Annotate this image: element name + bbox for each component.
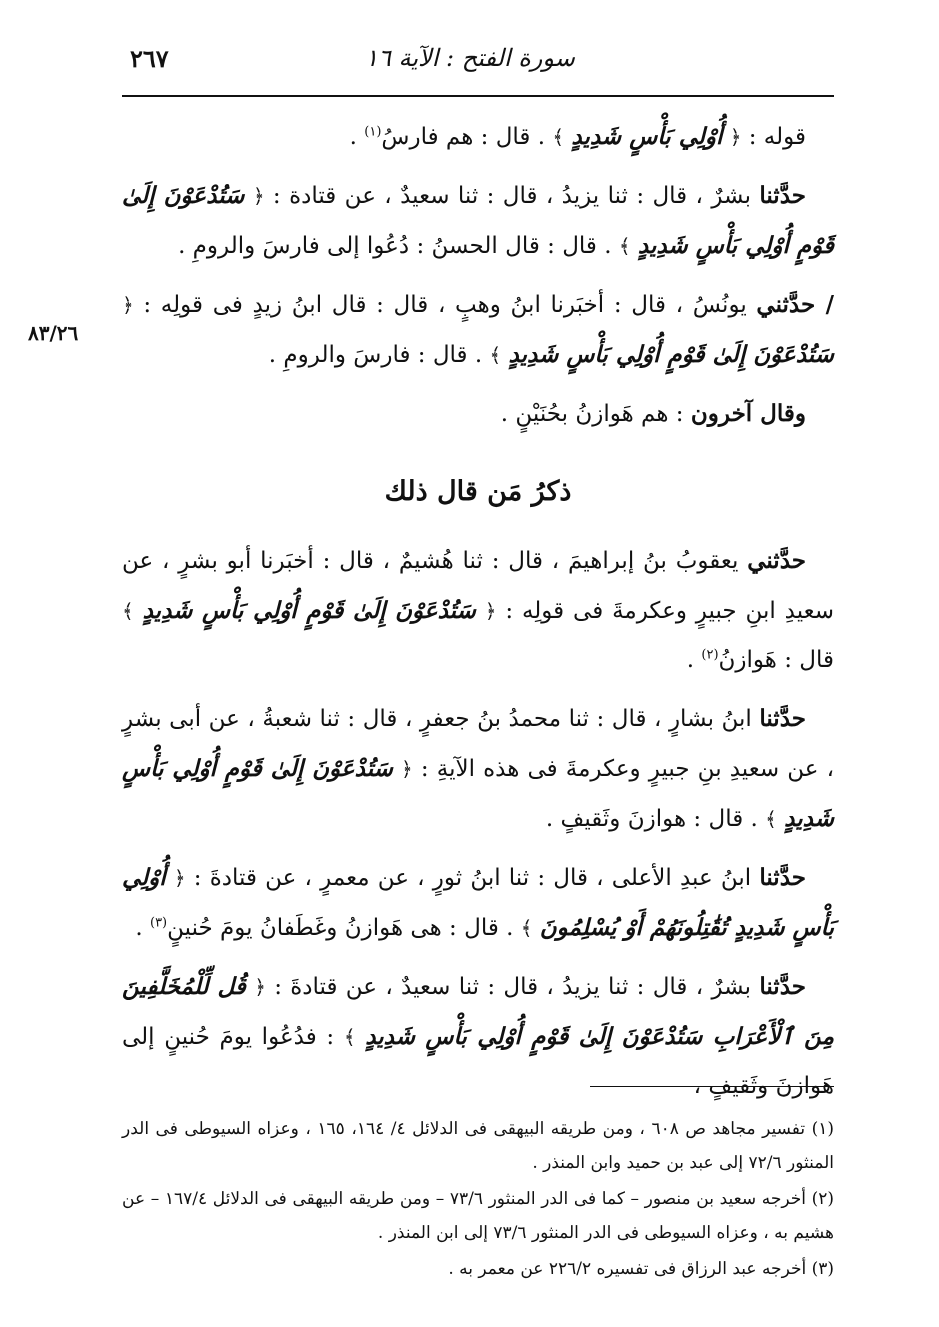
quran-open-ornament: ﴿ (122, 293, 134, 317)
quran-close-ornament: ﴾ (618, 234, 631, 258)
text-run: يونُسُ ، قال : أخبَرنا ابنُ وهبٍ ، قال : قال ابنُ زيدٍ فى قولِه : (133, 292, 757, 318)
footnote-1: (١) تفسير مجاهد ص ٦٠٨ ، ومن طريقه البيهقى فى الدلائل ٤/ ١٦٤، ١٦٥ ، وعزاه السيوطى فى الدر المنثور ٧٢/٦ إلى عبد بن حميد وابن المنذر . (122, 1119, 834, 1173)
text-run: قوله : (741, 124, 806, 150)
paragraph-7 (122, 853, 834, 953)
footnote-2: (٢) أخرجه سعيد بن منصور – كما فى الدر المنثور ٧٣/٦ – ومن طريقه البيهقى فى الدلائل ١٦٧/٤ – عن هشيم به ، وعزاه السيوطى فى الدر المنثور ٧٣/٦ إلى ابن المنذر . (122, 1189, 834, 1243)
text-run: ابنُ عبدِ الأعلى ، قال : ثنا ابنُ ثورٍ ، عن معمرٍ ، عن قتادةَ : (185, 865, 760, 891)
text-run: : هم هَوازنُ بحُنَيْنٍ . (500, 401, 691, 427)
quran-close-ornament: ﴾ (122, 599, 134, 623)
page-number: ٢٦٧ (130, 44, 169, 73)
quran-quote: سَتُدْعَوْنَ إِلَىٰ قَوْمٍ أُوْلِي بَأْسٍ شَدِيدٍ (508, 341, 834, 368)
text-run: قال : هَوازنُ (718, 647, 834, 673)
quran-open-ornament: ﴿ (173, 866, 186, 890)
isnad-lead: حدَّثنا (759, 705, 806, 732)
footnotes (122, 1112, 834, 1288)
text-run: بشرٌ ، قال : ثنا يزيدُ ، قال : ثنا سعيدٌ ، عن قتادة : (264, 183, 760, 209)
footnote-marker: (١) (364, 124, 382, 140)
text-run: : فدُعُوا يومَ حُنينٍ إلى هَوازنَ وثَقيفٍ ، (122, 1024, 834, 1099)
running-title: سورة الفتح : الآية ١٦ (365, 44, 575, 72)
text-run: . (135, 915, 150, 941)
text-run: . (686, 647, 702, 673)
quran-close-ornament: ﴾ (520, 916, 533, 940)
paragraph-4 (122, 389, 834, 439)
paragraph-5 (122, 536, 834, 685)
quran-quote: قُل لِّلْمُخَلَّفِينَ مِنَ ٱلْأَعْرَابِ سَتُدْعَوْنَ إِلَىٰ قَوْمٍ أُوْلِي بَأْسٍ شَدِيدٍ (122, 973, 835, 1050)
margin-reference: ٨٣/٢٦ (28, 321, 79, 345)
quran-open-ornament: ﴿ (252, 184, 265, 208)
quran-open-ornament: ﴿ (401, 757, 413, 781)
text-run: . (349, 124, 365, 150)
footnote-marker: (٢) (701, 647, 719, 663)
quran-close-ornament: ﴾ (343, 1025, 356, 1049)
text-run: . قال : هى هَوازنُ وغَطَفانُ يومَ حُنينٍ (167, 915, 521, 941)
footnote-marker: (٣) (149, 915, 168, 931)
text-run: . قال : فارسَ والرومِ . (268, 342, 490, 368)
isnad-lead: حدَّثنا (759, 973, 806, 1000)
footnote-rule (590, 1086, 834, 1087)
main-text (122, 112, 834, 1120)
footnote-3: (٣) أخرجه عبد الرزاق فى تفسيره ٢٢٦/٢ عن معمر به . (448, 1259, 834, 1279)
text-run: . قال : هوازنَ وثَقيفٍ . (545, 806, 766, 832)
text-run: يعقوبُ بنُ إبراهيمَ ، قال : ثنا هُشيمٌ ، قال : أخبَرنا أبو بشرٍ ، عن سعيدِ ابنِ جبيرٍ وعكرمةَ فى قولِه : (122, 548, 835, 624)
quran-close-ornament: ﴾ (489, 343, 502, 367)
paragraph-1 (122, 112, 834, 162)
quran-quote: سَتُدْعَوْنَ إِلَىٰ قَوْمٍ أُوْلِي بَأْسٍ شَدِيدٍ (122, 182, 834, 259)
quran-open-ornament: ﴿ (484, 599, 497, 623)
quran-open-ornament: ﴿ (729, 125, 742, 149)
quran-close-ornament: ﴾ (552, 125, 565, 149)
text-run: بشرٌ ، قال : ثنا يزيدُ ، قال : ثنا سعيدٌ ، عن قتادةَ : (265, 974, 760, 1000)
header-rule (122, 95, 834, 97)
isnad-lead: حدَّثنا (759, 182, 806, 209)
paragraph-2 (122, 171, 834, 271)
paragraph-8 (122, 962, 834, 1111)
quran-quote: أُوْلِي بَأْسٍ شَدِيدٍ (571, 123, 723, 150)
paragraph-3 (122, 280, 834, 380)
isnad-lead: حدَّثني (756, 291, 816, 318)
text-run: . قال : قال الحسنُ : دُعُوا إلى فارسَ والرومِ . (178, 233, 619, 259)
text-run: . قال : هم فارسُ (381, 124, 553, 150)
section-heading: ذكرُ مَن قال ذلك (384, 476, 572, 507)
isnad-lead: حدَّثني (747, 547, 806, 574)
quran-quote: سَتُدْعَوْنَ إِلَىٰ قَوْمٍ أُوْلِي بَأْسٍ شَدِيدٍ (142, 597, 476, 624)
quran-close-ornament: ﴾ (765, 807, 777, 831)
quran-quote: أُوْلِي بَأْسٍ شَدِيدٍ تُقَٰتِلُونَهُمْ أَوْ يُسْلِمُونَ (122, 864, 834, 941)
quran-quote: سَتُدْعَوْنَ إِلَىٰ قَوْمٍ أُوْلِي بَأْسٍ شَدِيدٍ (122, 755, 834, 832)
quran-open-ornament: ﴿ (254, 975, 266, 999)
isnad-lead: وقال آخرون (690, 400, 806, 427)
page-break-slash: / (815, 291, 834, 318)
paragraph-6 (122, 694, 834, 844)
text-run: ابنُ بشارٍ ، قال : ثنا محمدُ بنُ جعفرٍ ، قال : ثنا شعبةُ ، عن أبى بشرٍ ، عن سعيدِ بنِ جبيرٍ وعكرمةَ فى هذه الآيةِ : (122, 706, 834, 782)
isnad-lead: حدَّثنا (759, 864, 806, 891)
